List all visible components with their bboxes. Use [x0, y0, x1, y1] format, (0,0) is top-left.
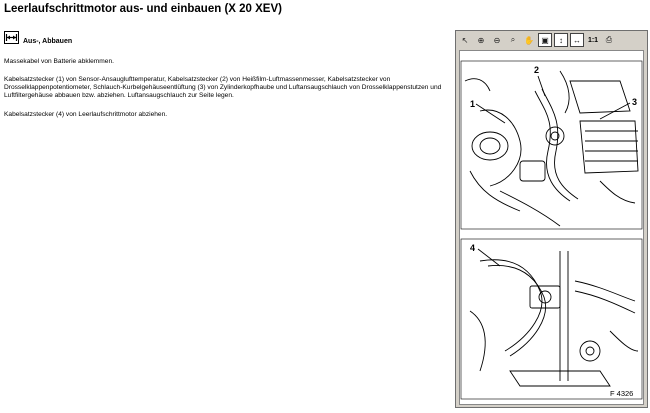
- magnifier-icon[interactable]: ⌕: [510, 35, 516, 44]
- step-text: Massekabel von Batterie abklemmen.: [4, 58, 114, 65]
- figure-number: F 4326: [610, 389, 634, 398]
- section-header: [4, 31, 72, 44]
- step-text: Kabelsatzstecker (1) von Sensor-Ansauglufttemperatur, Kabelsatzstecker (2) von Heißfilm-Luftmassenmesser, Kabelsatzstecker von Drosselklappenpotentiometer, Schlauch-Kurbelgehäuseentlüftung (3) von Zylinderkopfhaube und Luftansaugschlauch von Drosselklappenstutzen und Luftfiltergehäuse abbauen bzw. abziehen. Luftansaugschlauch zur Seite legen.: [4, 76, 442, 99]
- zoom-out-icon[interactable]: ⊖: [493, 35, 501, 45]
- zoom-in-icon[interactable]: ⊕: [477, 35, 485, 45]
- callout-4: 4: [470, 243, 476, 253]
- fit-window-icon[interactable]: ▣: [538, 33, 552, 47]
- step-text: Kabelsatzstecker (4) von Leerlaufschrittmotor abziehen.: [4, 111, 168, 118]
- callout-2: 2: [534, 65, 540, 75]
- callout-3: 3: [632, 97, 638, 107]
- remove-install-arrows-icon: [4, 31, 19, 44]
- fit-width-icon[interactable]: ↔: [570, 33, 584, 47]
- callout-1: 1: [470, 99, 476, 109]
- image-viewer: [455, 30, 648, 408]
- section-label: Aus-, Abbauen: [23, 38, 73, 45]
- pan-hand-icon[interactable]: ✋: [524, 35, 534, 45]
- fit-height-icon[interactable]: ↕: [554, 33, 568, 47]
- engine-drawing: [460, 51, 643, 404]
- viewer-toolbar: [456, 31, 647, 49]
- select-arrow-icon[interactable]: ↖: [461, 35, 469, 45]
- print-icon[interactable]: ⎙: [605, 35, 613, 44]
- figure-canvas[interactable]: [459, 50, 644, 405]
- page-title: Leerlaufschrittmotor aus- und einbauen (X 20 XEV): [4, 3, 282, 15]
- actual-size-button[interactable]: 1:1: [587, 36, 599, 44]
